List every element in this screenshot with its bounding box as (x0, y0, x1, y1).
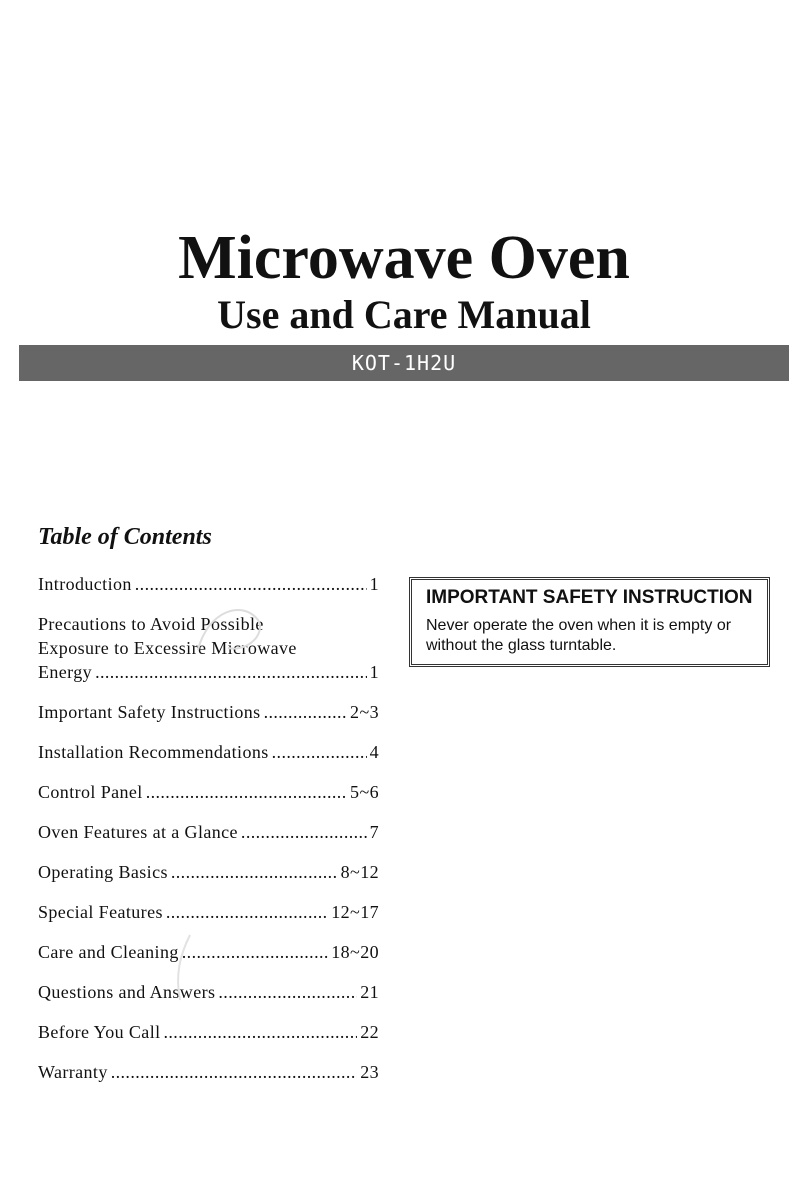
safety-notice-heading: IMPORTANT SAFETY INSTRUCTION (426, 587, 753, 608)
toc-heading: Table of Contents (38, 524, 212, 550)
toc-entry-page: 4 (369, 742, 379, 762)
toc-entry (38, 612, 379, 684)
toc-entry-title-line: Exposure to Excessire Microwave (38, 638, 297, 658)
toc-entry-title: Important Safety Instructions (38, 702, 261, 722)
toc-entry-page: 18~20 (331, 942, 379, 962)
toc-leader-dots (111, 1060, 357, 1084)
toc-entry (38, 940, 379, 964)
toc-entry-page: 7 (369, 822, 379, 842)
toc-entry (38, 740, 379, 764)
toc-entry-page: 23 (360, 1062, 379, 1082)
toc-entry-title: Installation Recommendations (38, 742, 269, 762)
toc-leader-dots (218, 980, 357, 1004)
toc-entry (38, 820, 379, 844)
toc-entry-page: 12~17 (331, 902, 379, 922)
document-subtitle: Use and Care Manual (217, 292, 591, 337)
document-title: Microwave Oven (178, 224, 630, 292)
toc-entry (38, 900, 379, 924)
toc-entry-title: Energy (38, 662, 93, 682)
toc-entry-title: Introduction (38, 574, 132, 594)
toc-entry-title: Questions and Answers (38, 982, 216, 1002)
toc-entry-title: Control Panel (38, 782, 143, 802)
toc-entry (38, 1020, 379, 1044)
toc-entry-page: 1 (369, 662, 379, 682)
toc-entry (38, 572, 379, 596)
toc-entry-page: 21 (360, 982, 379, 1002)
toc-entry-page: 2~3 (350, 702, 379, 722)
toc-entry-title: Special Features (38, 902, 163, 922)
safety-notice-text: Never operate the oven when it is empty or without the glass turntable. (426, 617, 732, 654)
toc-entry-page: 1 (369, 574, 379, 594)
toc-entry (38, 980, 379, 1004)
toc-entry-title: Before You Call (38, 1022, 161, 1042)
toc-entry-title: Operating Basics (38, 862, 168, 882)
toc-entry-title: Oven Features at a Glance (38, 822, 238, 842)
toc-entry-page: 5~6 (350, 782, 379, 802)
toc-entry-page: 22 (360, 1022, 379, 1042)
toc-leader-dots (146, 780, 347, 804)
toc-entry (38, 860, 379, 884)
toc-entry-page: 8~12 (340, 862, 379, 882)
toc-leader-dots (182, 940, 328, 964)
toc-leader-dots (272, 740, 367, 764)
toc-entry-title: Warranty (38, 1062, 108, 1082)
model-number-bar: KOT-1H2U (19, 345, 789, 381)
toc-entry-title: Care and Cleaning (38, 942, 179, 962)
safety-notice-box (409, 577, 770, 667)
toc-leader-dots (135, 572, 367, 596)
toc-leader-dots (264, 700, 347, 724)
toc-entry (38, 1060, 379, 1084)
table-of-contents (38, 572, 379, 1100)
toc-leader-dots (95, 660, 367, 684)
toc-entry (38, 780, 379, 804)
toc-leader-dots (241, 820, 367, 844)
toc-entry-title-line: Precautions to Avoid Possible (38, 614, 264, 634)
toc-entry (38, 700, 379, 724)
toc-leader-dots (164, 1020, 358, 1044)
toc-leader-dots (166, 900, 328, 924)
toc-leader-dots (171, 860, 338, 884)
